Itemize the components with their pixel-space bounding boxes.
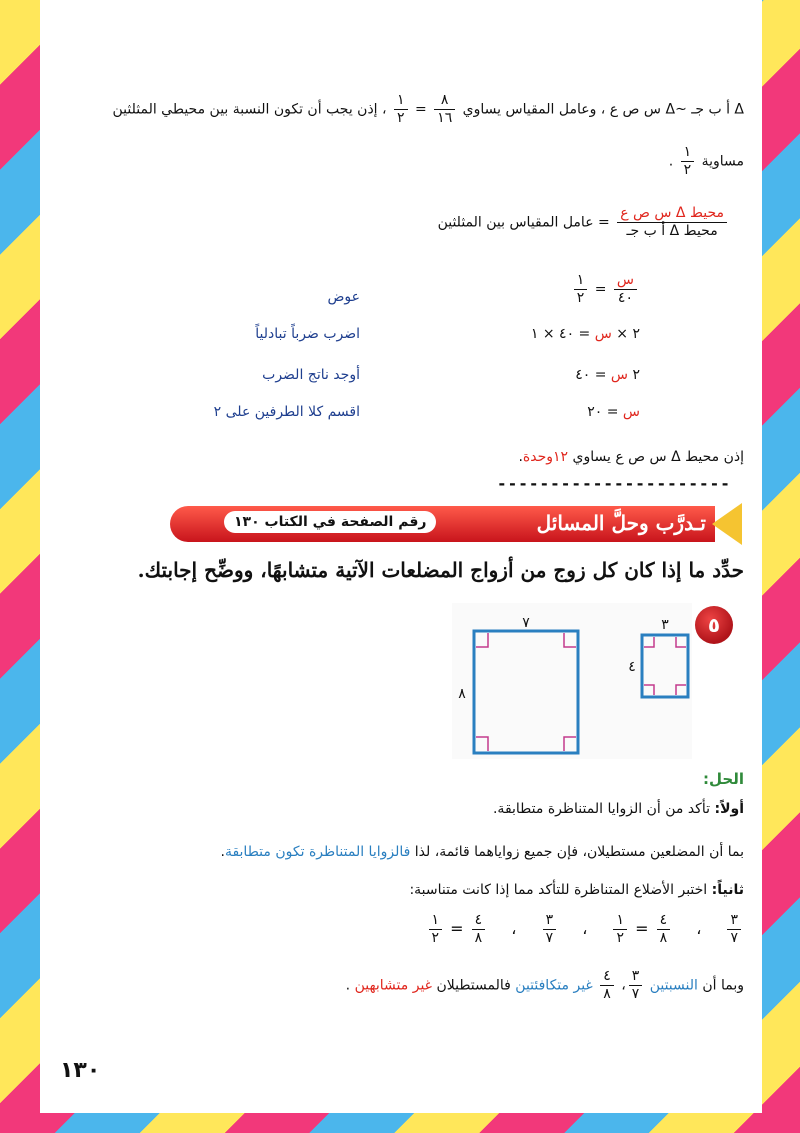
final-ratio-fraction: $\frac{٤}{٨}$ [600, 968, 614, 1003]
ratio-fraction: $\frac{٤}{٨}$ [657, 912, 671, 947]
step1-lhs-fraction: $\frac{\text{س}}{٤٠}$ [614, 272, 637, 307]
rectangles-svg [452, 603, 692, 759]
step-4-equation: س = ٢٠ [587, 404, 640, 420]
small-rectangle [642, 635, 688, 697]
ratio-fraction: $\frac{١}{٢}$ [613, 912, 627, 947]
conclusion-line: إذن محيط Δ س ص ع يساوي ١٢وحدة. [518, 449, 744, 465]
solution-label: الحل: [703, 770, 744, 788]
fraction-half: $\frac{١}{٢}$ [394, 92, 408, 127]
intro-line-1: Δ أ ب جـ ~Δ س ص ع ، وعامل المقياس يساوي $\frac{٨}{١٦}$ = $\frac{١}{٢}$ ، إذن يجب أن تكون النسبة بين محيطي المثلثين [112, 92, 744, 126]
ratio-fraction: $\frac{١}{٢}$ [429, 912, 443, 947]
final-ratio-fraction: $\frac{٣}{٧}$ [629, 968, 643, 1003]
ratio-fraction: $\frac{٤}{٨}$ [472, 912, 486, 947]
exercise-question: حدِّد ما إذا كان كل زوج من أزواج المضلعات الآتية متشابهًا، ووضِّح إجابتك. [137, 558, 744, 582]
step-3-equation: ٢ س = ٤٠ [575, 367, 640, 383]
banner-arrow-tip [712, 503, 742, 545]
ratio-fraction: $\frac{٣}{٧}$ [727, 912, 741, 947]
step-2-note: اضرب ضرباً تبادلياً [255, 326, 360, 342]
step-1-note: عوض [327, 289, 360, 305]
perimeter-fraction: $\frac{\text{محيط Δ س ص ع}}{\text{محيط Δ أ ب جـ}}$ [617, 205, 727, 240]
large-top-label: ٧ [522, 615, 530, 631]
fraction-half-2: $\frac{١}{٢}$ [681, 144, 695, 179]
side-ratios-row: $\frac{٣}{٧}$ ، $\frac{٤}{٨}$ = $\frac{١}{٢}$ ، $\frac{٣}{٧}$ ، $\frac{٤}{٨}$ = $\frac{١}{٢}$ [426, 912, 744, 947]
step-1-equation: $\frac{\text{س}}{٤٠}$ = $\frac{١}{٢}$ [571, 272, 640, 307]
step-4-note: اقسم كلا الطرفين على ٢ [213, 404, 360, 420]
ratio-fraction: $\frac{٣}{٧}$ [543, 912, 557, 947]
intro-line1-end: ، إذن يجب أن تكون النسبة بين محيطي المثلثين [112, 101, 387, 118]
solution-angles-line: بما أن المضلعين مستطيلان، فإن جميع زواياهما قائمة، لذا فالزوايا المتناظرة تكون متطابقة. [220, 844, 744, 860]
intro-line-2: مساوية $\frac{١}{٢}$ . [668, 144, 744, 178]
step-2-equation: ٢ × س = ٤٠ × ١ [530, 326, 640, 342]
solution-first-line: أولاً: تأكد من أن الزوايا المتناظرة متطابقة. [492, 801, 744, 817]
step1-rhs-fraction: $\frac{١}{٢}$ [574, 272, 588, 307]
problem-number-badge: ٥ [695, 606, 733, 644]
large-side-label: ٨ [458, 686, 466, 702]
perimeter-ratio-formula: $\frac{\text{محيط Δ س ص ع}}{\text{محيط Δ أ ب جـ}}$ = عامل المقياس بين المثلثين [438, 205, 730, 240]
book-page-reference: رقم الصفحة في الكتاب ١٣٠ [224, 511, 436, 533]
dashed-divider: ---------------------- [497, 474, 731, 493]
large-right-angle-marks [476, 633, 576, 751]
banner-title: تـدرَّب وحلَّ المسائل [536, 511, 706, 535]
small-side-label: ٤ [628, 659, 636, 675]
practice-banner [170, 503, 742, 545]
intro-line1-start: Δ أ ب جـ ~Δ س ص ع ، وعامل المقياس يساوي [462, 101, 744, 118]
rectangles-figure [452, 603, 692, 759]
solution-second-line: ثانياً: اختبر الأضلاع المتناظرة للتأكد مما إذا كانت متناسبة: [409, 882, 744, 898]
small-top-label: ٣ [661, 617, 669, 633]
page-number: ١٣٠ [60, 1058, 101, 1083]
step-3-note: أوجد ناتج الضرب [262, 367, 360, 383]
small-right-angle-marks [644, 637, 686, 695]
large-rectangle [474, 631, 578, 753]
fraction-scale: $\frac{٨}{١٦}$ [434, 92, 455, 127]
solution-final-line: وبما أن النسبتين $\frac{٣}{٧}$ ، $\frac{٤}{٨}$ غير متكافئتين فالمستطيلان غير متشابهين . [345, 968, 744, 1002]
